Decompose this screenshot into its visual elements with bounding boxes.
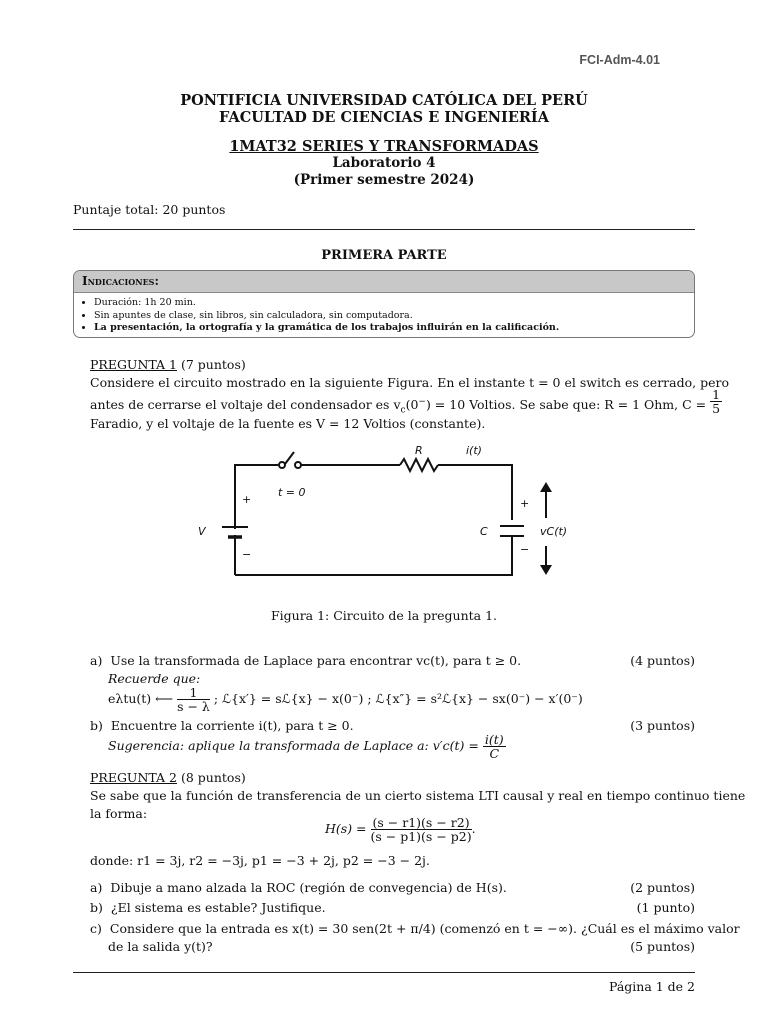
q1-header xyxy=(90,357,246,372)
q1-text-2a: antes de cerrarse el voltaje del condensador es v xyxy=(90,397,401,412)
capacitor-plus: + xyxy=(520,497,530,510)
current-label: i(t) xyxy=(466,444,482,457)
transfer-function-lhs: H(s) = xyxy=(325,821,367,836)
indicaciones-list xyxy=(74,297,694,335)
laplace-fraction xyxy=(177,686,210,713)
page-number: Página 1 de 2 xyxy=(608,979,695,994)
lab-title: Laboratorio 4 xyxy=(332,155,436,171)
fraction-numerator: (s − r1)(s − r2) xyxy=(371,816,472,830)
figure-caption: Figura 1: Circuito de la pregunta 1. xyxy=(270,608,498,623)
university-name: PONTIFICIA UNIVERSIDAD CATÓLICA DEL PERÚ xyxy=(180,92,588,109)
q1-a-points: (4 puntos) xyxy=(630,653,695,668)
q1-a-text: Use la transformada de Laplace para encontrar vc(t), para t ≥ 0. xyxy=(110,653,522,668)
switch-contact-right xyxy=(295,462,301,468)
total-score: Puntaje total: 20 puntos xyxy=(73,202,226,217)
switch-time-label: t = 0 xyxy=(278,486,306,499)
q1-b-text: Encuentre la corriente i(t), para t ≥ 0. xyxy=(110,718,354,733)
q1-hint xyxy=(108,733,506,760)
q1-text-2c: ) = 10 Voltios. Se sabe que: R = 1 Ohm, C = xyxy=(425,397,707,412)
laplace-formulas xyxy=(108,686,583,713)
source-plus: + xyxy=(242,493,252,506)
q2-where: donde: r1 = 3j, r2 = −3j, p1 = −3 + 2j, p2 = −3 − 2j. xyxy=(90,853,430,868)
q1-text-1: Considere el circuito mostrado en la siguiente Figura. En el instante t = 0 el switch es cerrado, pero xyxy=(90,375,729,390)
switch-contact-left xyxy=(279,462,285,468)
list-item: • Sin apuntes de clase, sin libros, sin calculadora, sin computadora. xyxy=(94,310,694,323)
q2-b-text: ¿El sistema es estable? Justifique. xyxy=(110,900,326,915)
transfer-function: H(s) = $\frac{(s - r1)(s - r2)}{(s - p1)(s - p2)}$ . xyxy=(325,815,476,844)
q1-b-points: (3 puntos) xyxy=(630,718,695,733)
resistor-label: R xyxy=(415,444,423,457)
fraction-denominator: s − λ xyxy=(177,699,210,714)
circuit-diagram xyxy=(190,440,580,590)
capacitor-minus: − xyxy=(520,543,530,556)
q2-b-item xyxy=(90,900,326,915)
q2-a-item xyxy=(90,880,507,895)
vc-arrow-head-up xyxy=(540,482,552,492)
hint-text: Sugerencia: aplique la transformada de Laplace a: v′c(t) = xyxy=(108,738,479,753)
course-title: 1MAT32 SERIES Y TRANSFORMADAS xyxy=(229,138,539,155)
q2-text-2: la forma: xyxy=(90,806,148,821)
section-title: PRIMERA PARTE xyxy=(321,248,447,263)
q1-text-2: antes de cerrarse el voltaje del condensador es $v_c(0^-) = 10$ Voltios. Se sabe que: R = 1 Ohm, C = $\frac{1}{5}$ xyxy=(90,387,721,416)
divider-bottom xyxy=(73,972,695,973)
q2-header xyxy=(90,770,246,785)
q1-text-2b: (0 xyxy=(405,397,419,412)
laplace-rest: ; ℒ{x′} = sℒ{x} − x(0⁻) ; ℒ{x″} = s²ℒ{x} − sx(0⁻) − x′(0⁻) xyxy=(213,691,583,706)
switch-blade xyxy=(285,452,294,464)
resistor-symbol xyxy=(400,459,438,471)
capacitor-label: C xyxy=(480,525,488,538)
q1-a-label: a) xyxy=(90,653,103,668)
q2-text-1: Se sabe que la función de transferencia de un cierto sistema LTI causal y real en tiempo continuo tiene xyxy=(90,788,746,803)
q2-c-label: c) xyxy=(90,921,102,936)
hint-fraction xyxy=(483,733,506,760)
transfer-function-fraction xyxy=(371,816,472,843)
fraction-denominator: C xyxy=(489,746,500,761)
q2-b-label: b) xyxy=(90,900,103,915)
wire-top-right xyxy=(438,465,512,520)
q2-c-text-1: Considere que la entrada es x(t) = 30 sen(2t + π/4) (comenzó en t = −∞). ¿Cuál es el máximo valor xyxy=(109,921,740,936)
source-label: V xyxy=(198,525,206,538)
q1-capacitance-fraction xyxy=(710,388,722,415)
q2-title: PREGUNTA 2 xyxy=(90,770,178,785)
indicaciones-title: Indicaciones: xyxy=(74,271,694,293)
list-item: • La presentación, la ortografía y la gramática de los trabajos influirán en la calificación. xyxy=(94,322,694,335)
faculty-name: FACULTAD DE CIENCIAS E INGENIERÍA xyxy=(219,109,549,126)
q2-a-label: a) xyxy=(90,880,103,895)
fraction-numerator: 1 xyxy=(712,387,721,402)
q2-c-item xyxy=(90,921,740,936)
fraction-denominator: (s − p1)(s − p2) xyxy=(370,829,472,844)
q1-a-item xyxy=(90,653,521,668)
q2-c-text-2: de la salida y(t)? xyxy=(108,939,213,954)
vc-arrow-head-down xyxy=(540,565,552,575)
q1-points: (7 puntos) xyxy=(181,357,246,372)
fraction-denominator: 5 xyxy=(712,401,721,416)
semester: (Primer semestre 2024) xyxy=(293,172,475,188)
q2-c-points: (5 puntos) xyxy=(630,939,695,954)
source-minus: − xyxy=(242,548,252,561)
q1-b-label: b) xyxy=(90,718,103,733)
fraction-numerator: 1 xyxy=(177,686,210,700)
q2-b-points: (1 punto) xyxy=(636,900,695,915)
vc-label: vC(t) xyxy=(540,525,568,538)
q1-text-3: Faradio, y el voltaje de la fuente es V = 12 Voltios (constante). xyxy=(90,416,486,431)
list-item: • Duración: 1h 20 min. xyxy=(94,297,694,310)
divider-top xyxy=(73,229,695,230)
document-code: FCI-Adm-4.01 xyxy=(579,53,660,67)
q2-a-text: Dibuje a mano alzada la ROC (región de convegencia) de H(s). xyxy=(110,880,507,895)
wire-bottom xyxy=(235,536,512,575)
q1-b-item xyxy=(90,718,354,733)
recall-label: Recuerde que: xyxy=(108,671,201,686)
q1-title: PREGUNTA 1 xyxy=(90,357,178,372)
laplace-lhs: eλtu(t) ⟵ xyxy=(108,691,174,706)
q2-points: (8 puntos) xyxy=(181,770,246,785)
q2-a-points: (2 puntos) xyxy=(630,880,695,895)
fraction-numerator: i(t) xyxy=(484,732,504,747)
indicaciones-box xyxy=(73,270,695,338)
